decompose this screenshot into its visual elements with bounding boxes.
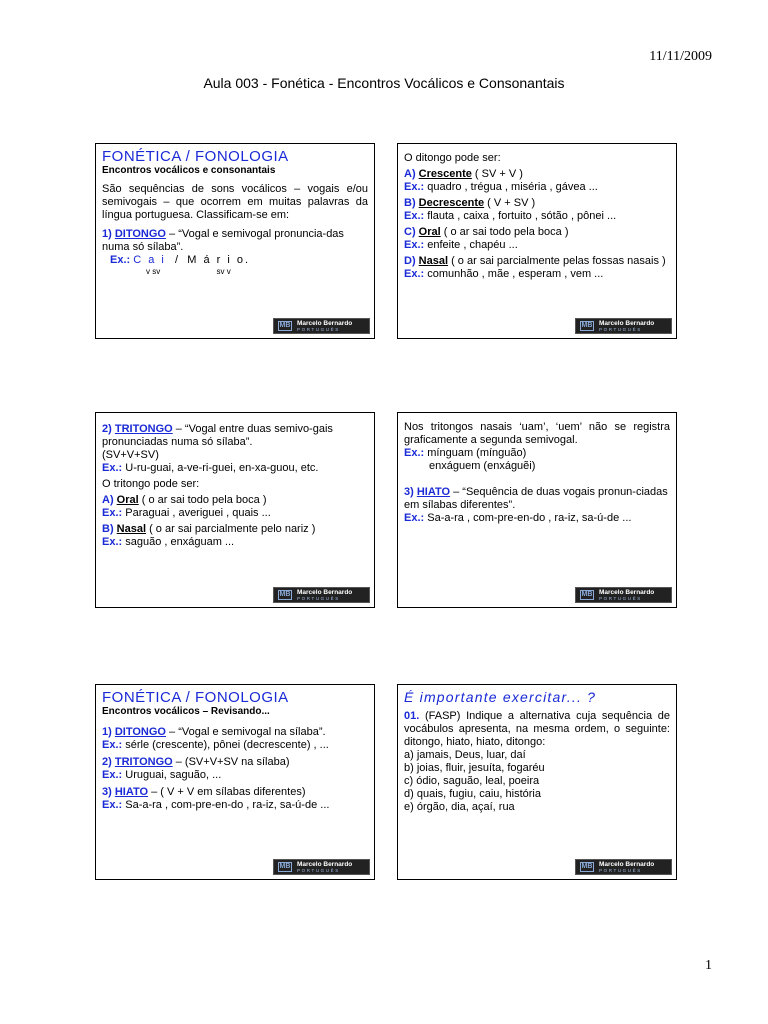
option-b: b) joias, fluir, jesuíta, fogaréu: [404, 762, 545, 774]
slide-subtitle: Encontros vocálicos e consonantais: [102, 165, 276, 176]
slide-title: FONÉTICA / FONOLOGIA: [102, 689, 289, 706]
tritongo-intro: O tritongo pode ser:: [102, 478, 200, 490]
nasal-example: Ex.: comunhão , mãe , esperam , vem ...: [404, 268, 604, 280]
tritongo-example: Ex.: U-ru-guai, a-ve-ri-guei, en-xa-guou, etc.: [102, 462, 319, 474]
author-logo: MB Marcelo Bernardo PORTUGUÊS: [575, 587, 672, 603]
nasal-rule: D) Nasal ( o ar sai parcialmente pelas fossas nasais ): [404, 255, 666, 267]
exercise-question: 01. (FASP) Indique a alternativa cuja sequência de vocábulos apresenta, na mesma ordem, o seguinte: ditongo, hiato, hiato, ditongo:: [404, 710, 670, 748]
slide-3: [95, 412, 375, 608]
author-logo: MB Marcelo Bernardo PORTUGUÊS: [575, 318, 672, 334]
slide-intro: São sequências de sons vocálicos – vogais e/ou semivogais – que ocorrem em muitas palavras da língua portuguesa. Classificam-se em:: [102, 183, 368, 221]
author-logo: MB Marcelo Bernardo PORTUGUÊS: [273, 859, 370, 875]
decrescente-rule: B) Decrescente ( V + SV ): [404, 197, 536, 209]
oral-rule: C) Oral ( o ar sai todo pela boca ): [404, 226, 569, 238]
ditongo-example: Ex.: C a i / M á r i o.: [110, 254, 251, 266]
author-logo: MB Marcelo Bernardo PORTUGUÊS: [273, 587, 370, 603]
tritongo-summary: 2) TRITONGO – (SV+V+SV na sílaba): [102, 756, 290, 768]
nasal-example-2: enxáguem (enxáguẽi): [429, 460, 536, 472]
option-e: e) órgão, dia, açaí, rua: [404, 801, 515, 813]
nasal-example-1: Ex.: mínguam (mínguão): [404, 447, 527, 459]
slide-5: [95, 684, 375, 880]
oral-rule: A) Oral ( o ar sai todo pela boca ): [102, 494, 267, 506]
nasal-tritongo-note: Nos tritongos nasais ‘uam’, ‘uem’ não se registra graficamente a segunda semivogal.: [404, 421, 670, 446]
nasal-rule: B) Nasal ( o ar sai parcialmente pelo nariz ): [102, 523, 316, 535]
crescente-example: Ex.: quadro , trégua , miséria , gávea ...: [404, 181, 598, 193]
ditongo-summary-example: Ex.: sérle (crescente), pônei (decrescente) , ...: [102, 739, 329, 751]
option-a: a) jamais, Deus, luar, daí: [404, 749, 526, 761]
nasal-example: Ex.: saguão , enxáguam ...: [102, 536, 235, 548]
vowel-marks: v sv sv v: [146, 267, 231, 276]
crescente-rule: A) Crescente ( SV + V ): [404, 168, 523, 180]
slide-intro: O ditongo pode ser:: [404, 152, 501, 164]
logo-mark: MB: [279, 322, 291, 329]
option-c: c) ódio, saguão, leal, poeira: [404, 775, 540, 787]
oral-example: Ex.: Paraguai , averiguei , quais ...: [102, 507, 271, 519]
slide-1: [95, 143, 375, 339]
hiato-example: Ex.: Sa-a-ra , com-pre-en-do , ra-iz, sa-ú-de ...: [404, 512, 632, 524]
document-title: Aula 003 - Fonética - Encontros Vocálicos e Consonantais: [203, 75, 565, 91]
option-d: d) quais, fugiu, caiu, história: [404, 788, 541, 800]
slide-4: [397, 412, 677, 608]
author-logo: MB Marcelo Bernardo PORTUGUÊS: [273, 318, 370, 334]
hiato-summary: 3) HIATO – ( V + V em sílabas diferentes): [102, 786, 306, 798]
slide-subtitle: Encontros vocálicos – Revisando...: [102, 706, 270, 717]
ditongo-definition: 1) DITONGO – “Vogal e semivogal pronuncia-das numa só sílaba”.: [102, 228, 344, 253]
page-number: 1: [705, 958, 712, 973]
slide-title: É importante exercitar... ?: [404, 689, 597, 705]
oral-example: Ex.: enfeite , chapéu ...: [404, 239, 518, 251]
ditongo-term: DITONGO: [114, 228, 166, 240]
slide-6: [397, 684, 677, 880]
slide-title: FONÉTICA / FONOLOGIA: [102, 148, 289, 165]
date: 11/11/2009: [649, 49, 712, 64]
slide-2: [397, 143, 677, 339]
hiato-summary-example: Ex.: Sa-a-ra , com-pre-en-do , ra-iz, sa-ú-de ...: [102, 799, 330, 811]
tritongo-definition: 2) TRITONGO – “Vogal entre duas semivo-gais pronunciadas numa só sílaba”.: [102, 423, 333, 448]
tritongo-rule: (SV+V+SV): [102, 449, 159, 461]
decrescente-example: Ex.: flauta , caixa , fortuito , sótão , pônei ...: [404, 210, 617, 222]
tritongo-summary-example: Ex.: Uruguai, saguão, ...: [102, 769, 222, 781]
ditongo-summary: 1) DITONGO – “Vogal e semivogal na sílaba”.: [102, 726, 326, 738]
hiato-definition: 3) HIATO – “Sequência de duas vogais pronun-ciadas em sílabas diferentes”.: [404, 486, 668, 511]
author-logo: MB Marcelo Bernardo PORTUGUÊS: [575, 859, 672, 875]
